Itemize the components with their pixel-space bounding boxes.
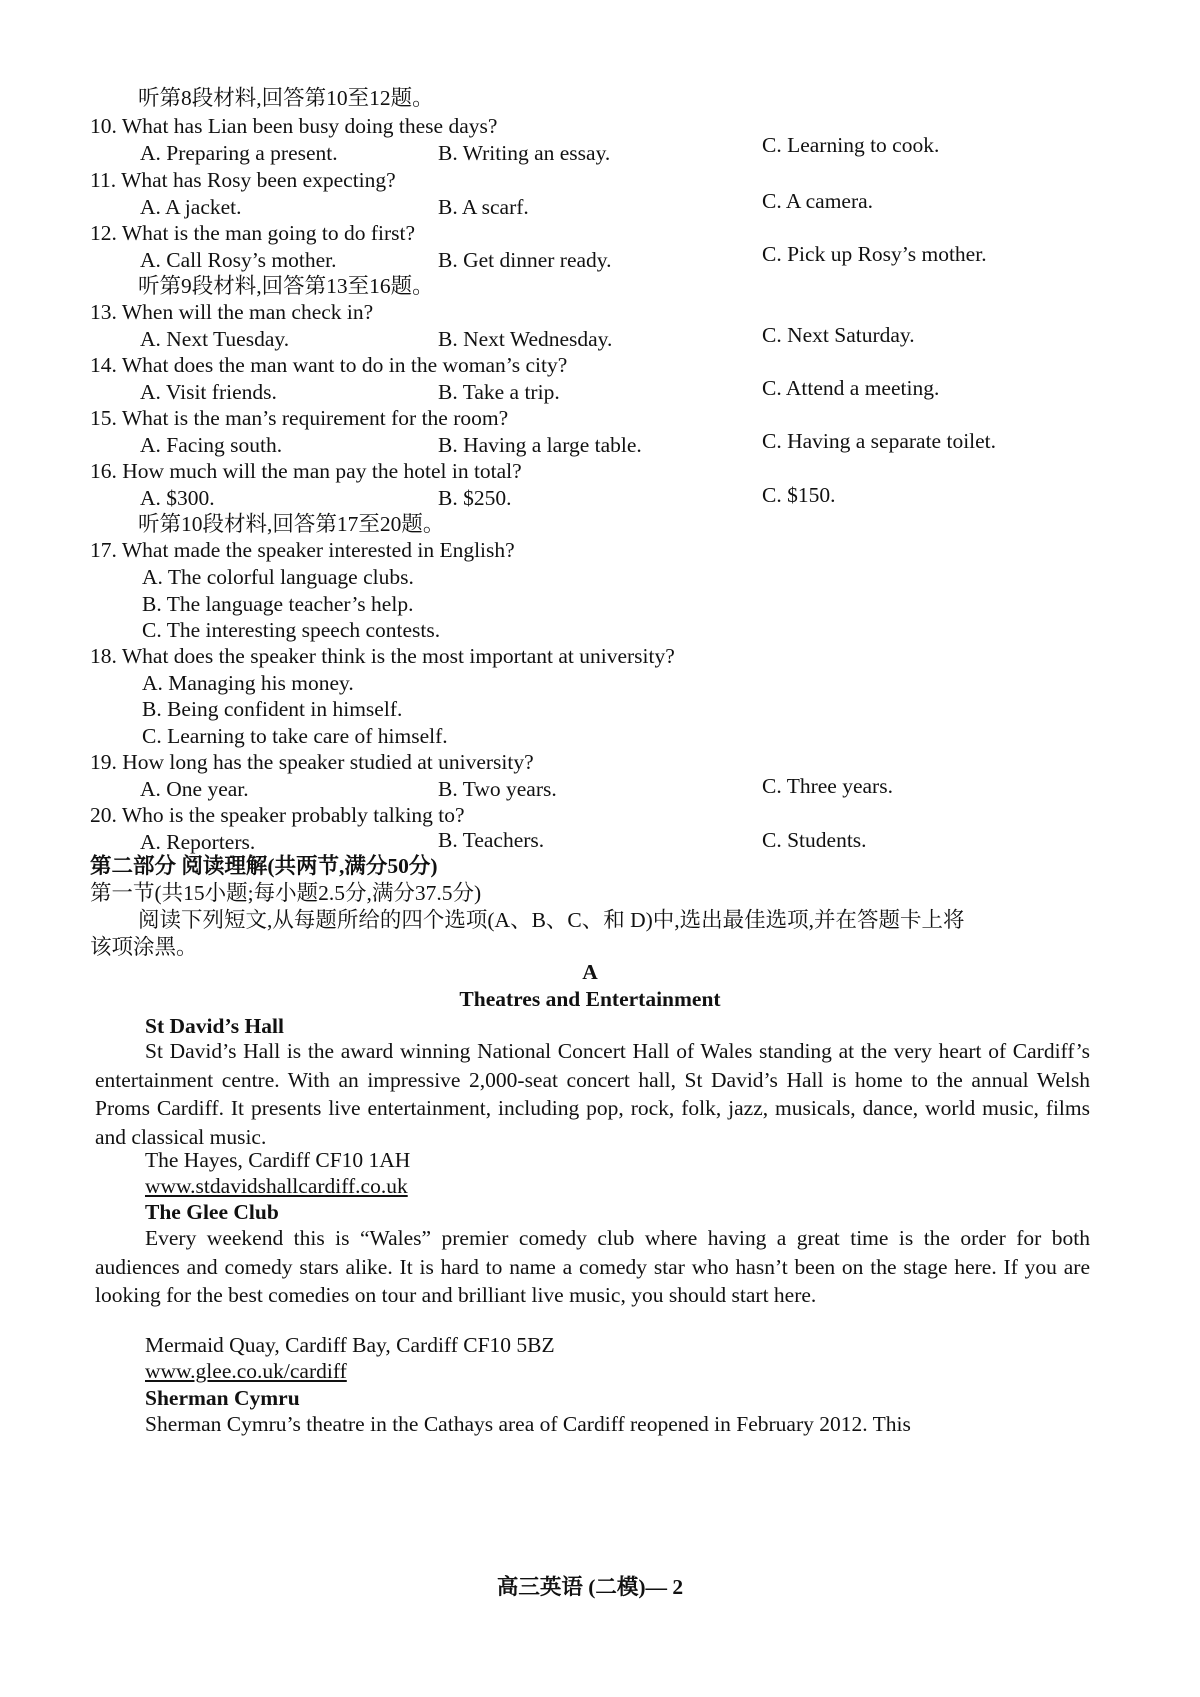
question-20-option-c: C. Students. [762, 828, 867, 852]
venue-3-name: Sherman Cymru [145, 1386, 300, 1410]
question-18-option-a: A. Managing his money. [142, 671, 354, 695]
question-15-option-c: C. Having a separate toilet. [762, 429, 997, 453]
segment-9-instruction: 听第9段材料,回答第13至16题。 [138, 274, 434, 298]
question-14-stem: 14. What does the man want to do in the woman’s city? [90, 353, 568, 377]
question-19-option-b: B. Two years. [438, 777, 557, 801]
question-18-option-c: C. Learning to take care of himself. [142, 724, 448, 748]
question-13-stem: 13. When will the man check in? [90, 300, 374, 324]
question-17-stem: 17. What made the speaker interested in English? [90, 538, 515, 562]
venue-1-url[interactable]: www.stdavidshallcardiff.co.uk [145, 1174, 408, 1198]
segment-8-instruction: 听第8段材料,回答第10至12题。 [138, 86, 434, 110]
question-10-option-a: A. Preparing a present. [140, 141, 338, 165]
question-17-option-b: B. The language teacher’s help. [142, 592, 414, 616]
question-16-option-a: A. $300. [140, 486, 215, 510]
page-footer: 高三英语 (二模)— 2 [496, 1575, 684, 1599]
question-12-option-c: C. Pick up Rosy’s mother. [762, 242, 987, 266]
question-17-option-c: C. The interesting speech contests. [142, 618, 441, 642]
question-19-option-a: A. One year. [140, 777, 249, 801]
question-11-stem: 11. What has Rosy been expecting? [90, 168, 396, 192]
question-16-stem: 16. How much will the man pay the hotel in total? [90, 459, 522, 483]
question-12-option-a: A. Call Rosy’s mother. [140, 248, 337, 272]
question-15-option-b: B. Having a large table. [438, 433, 642, 457]
question-20-stem: 20. Who is the speaker probably talking to? [90, 803, 465, 827]
question-15-option-a: A. Facing south. [140, 433, 283, 457]
question-10-stem: 10. What has Lian been busy doing these days? [90, 114, 498, 138]
question-12-stem: 12. What is the man going to do first? [90, 221, 416, 245]
venue-2-description [95, 1224, 1090, 1310]
question-17-option-a: A. The colorful language clubs. [142, 565, 414, 589]
reading-instruction-line1: 阅读下列短文,从每题所给的四个选项(A、B、C、和 D)中,选出最佳选项,并在答题卡上将 [138, 908, 965, 932]
question-13-option-c: C. Next Saturday. [762, 323, 915, 347]
venue-1-address: The Hayes, Cardiff CF10 1AH [145, 1148, 411, 1172]
reading-part-title: 第二部分 阅读理解(共两节,满分50分) [90, 854, 438, 878]
question-16-option-b: B. $250. [438, 486, 512, 510]
question-19-stem: 19. How long has the speaker studied at university? [90, 750, 534, 774]
question-15-stem: 15. What is the man’s requirement for the room? [90, 406, 509, 430]
question-11-option-a: A. A jacket. [140, 195, 242, 219]
question-19-option-c: C. Three years. [762, 774, 893, 798]
question-14-option-a: A. Visit friends. [140, 380, 277, 404]
question-10-option-c: C. Learning to cook. [762, 133, 940, 157]
reading-section-title: 第一节(共15小题;每小题2.5分,满分37.5分) [90, 881, 482, 905]
venue-2-name: The Glee Club [145, 1200, 279, 1224]
venue-2-text: Every weekend this is “Wales” premier comedy club where having a great time is the order for both audiences and comedy stars alike. It is hard to name a comedy star who hasn’t been on the stage here. If you are looking for the best comedies on tour and brilliant live music, you should start here. [95, 1226, 1090, 1307]
question-16-option-c: C. $150. [762, 483, 836, 507]
question-10-option-b: B. Writing an essay. [438, 141, 611, 165]
question-13-option-a: A. Next Tuesday. [140, 327, 290, 351]
passage-title: Theatres and Entertainment [459, 987, 721, 1011]
question-18-stem: 18. What does the speaker think is the most important at university? [90, 644, 675, 668]
question-20-option-a: A. Reporters. [140, 830, 256, 854]
question-14-option-c: C. Attend a meeting. [762, 376, 940, 400]
question-11-option-c: C. A camera. [762, 189, 874, 213]
question-14-option-b: B. Take a trip. [438, 380, 560, 404]
question-13-option-b: B. Next Wednesday. [438, 327, 613, 351]
venue-2-address: Mermaid Quay, Cardiff Bay, Cardiff CF10 5BZ [145, 1333, 555, 1357]
reading-instruction-line2: 该项涂黑。 [90, 935, 198, 959]
venue-3-text: Sherman Cymru’s theatre in the Cathays area of Cardiff reopened in February 2012. This [145, 1412, 911, 1436]
venue-3-description [95, 1410, 1090, 1439]
segment-10-instruction: 听第10段材料,回答第17至20题。 [138, 512, 445, 536]
venue-1-description [95, 1037, 1090, 1151]
venue-1-name: St David’s Hall [145, 1014, 284, 1038]
question-18-option-b: B. Being confident in himself. [142, 697, 403, 721]
venue-1-text: St David’s Hall is the award winning National Concert Hall of Wales standing at the very heart of Cardiff’s entertainment centre. With an impressive 2,000-seat concert hall, St David’s Hall is home to the annual Welsh Proms Cardiff. It presents live entertainment, including pop, rock, folk, jazz, musicals, dance, world music, films and classical music. [95, 1039, 1090, 1149]
venue-2-url[interactable]: www.glee.co.uk/cardiff [145, 1359, 347, 1383]
question-12-option-b: B. Get dinner ready. [438, 248, 612, 272]
passage-letter: A [582, 960, 598, 984]
question-11-option-b: B. A scarf. [438, 195, 529, 219]
question-20-option-b: B. Teachers. [438, 828, 545, 852]
